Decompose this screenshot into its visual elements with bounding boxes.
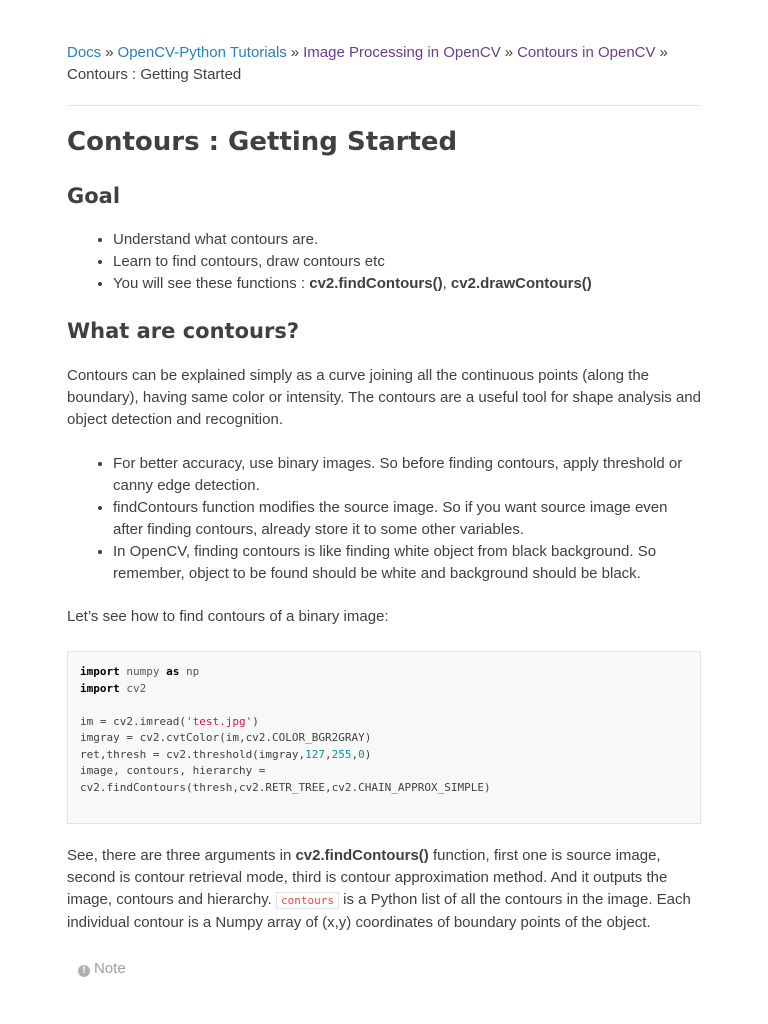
- what-are-contours-heading: What are contours?: [67, 319, 299, 343]
- note-admonition-title: [78, 960, 126, 977]
- breadcrumb: [67, 42, 701, 86]
- breadcrumb-tutorials-link[interactable]: OpenCV-Python Tutorials: [117, 44, 287, 61]
- function-find-contours: cv2.findContours(): [309, 275, 443, 292]
- breadcrumb-separator: »: [290, 44, 300, 61]
- explain-text: See, there are three arguments in: [67, 847, 296, 864]
- goal-heading: Goal: [67, 184, 121, 208]
- code-text: numpy: [119, 665, 167, 678]
- info-circle-icon: !: [78, 965, 90, 977]
- code-block[interactable]: [67, 651, 701, 824]
- function-draw-contours: cv2.drawContours(): [450, 275, 592, 292]
- list-item: • In OpenCV, finding contours is like finding white object from black background. So remember, object to be found should be white and background should be black.: [113, 541, 701, 585]
- find-contours-explanation: [67, 845, 701, 934]
- code-text: ,: [325, 747, 332, 761]
- breadcrumb-docs-link[interactable]: Docs: [67, 44, 102, 61]
- code-text: cv2: [119, 681, 147, 695]
- breadcrumb-separator: »: [504, 44, 514, 61]
- inline-code-contours: contours: [276, 892, 339, 909]
- code-text: ): [364, 747, 372, 761]
- note-label: Note: [94, 960, 126, 977]
- code-text: np: [179, 665, 200, 678]
- breadcrumb-image-processing-link[interactable]: Image Processing in OpenCV: [303, 44, 501, 61]
- list-item: • For better accuracy, use binary images. So before finding contours, apply threshold or canny edge detection.: [113, 453, 701, 497]
- code-text: cv2.findContours(thresh,cv2.RETR_TREE,cv2.CHAIN_APPROX_SIMPLE): [80, 780, 491, 794]
- explain-function: cv2.findContours(): [295, 847, 429, 864]
- code-keyword: import: [80, 681, 120, 695]
- list-item: • Learn to find contours, draw contours etc: [113, 251, 592, 273]
- code-string: 'test.jpg': [185, 714, 253, 728]
- breadcrumb-separator: »: [659, 44, 668, 61]
- contours-intro-paragraph: Contours can be explained simply as a curve joining all the continuous points (along the boundary), having same color or intensity. The contours are a useful tool for shape analysis and object detection and recognition.: [67, 367, 701, 428]
- breadcrumb-separator: »: [105, 44, 114, 61]
- code-text: ,: [351, 747, 359, 761]
- list-item: • Understand what contours are.: [113, 229, 592, 251]
- list-item: • findContours function modifies the source image. So if you want source image even after finding contours, already store it to some other variables.: [113, 497, 701, 541]
- breadcrumb-contours-link[interactable]: Contours in OpenCV: [517, 44, 656, 61]
- code-keyword: import: [80, 665, 120, 678]
- code-number: 0: [358, 747, 365, 761]
- list-item: [113, 273, 592, 295]
- breadcrumb-current: Contours : Getting Started: [67, 66, 242, 83]
- binary-image-lead-in: Let’s see how to find contours of a binary image:: [67, 608, 389, 625]
- code-text: image, contours, hierarchy =: [80, 764, 266, 777]
- code-keyword: as: [166, 665, 180, 678]
- code-text: ): [252, 714, 259, 728]
- code-text: ret,thresh = cv2.threshold(imgray,: [80, 747, 306, 761]
- code-number: 255: [331, 747, 352, 761]
- page-title: Contours : Getting Started: [67, 127, 458, 157]
- code-number: 127: [305, 747, 326, 761]
- function-separator: ,: [442, 275, 451, 292]
- functions-intro: You will see these functions :: [113, 275, 310, 292]
- code-text: im = cv2.imread(: [80, 714, 186, 728]
- header-divider: [67, 105, 701, 106]
- goal-list: [67, 229, 592, 295]
- contours-tips-list: [67, 453, 701, 585]
- code-text: imgray = cv2.cvtColor(im,cv2.COLOR_BGR2GRAY): [80, 731, 372, 744]
- explain-text: is a Python list of all the contours in the image. Each individual contour is a Numpy array of (x,y) coordinates of boundary points of the object.: [67, 891, 691, 931]
- explain-text: function, first one is source image, second is contour retrieval mode, third is contour approximation method. And it outputs the image, contours and hierarchy.: [67, 847, 668, 908]
